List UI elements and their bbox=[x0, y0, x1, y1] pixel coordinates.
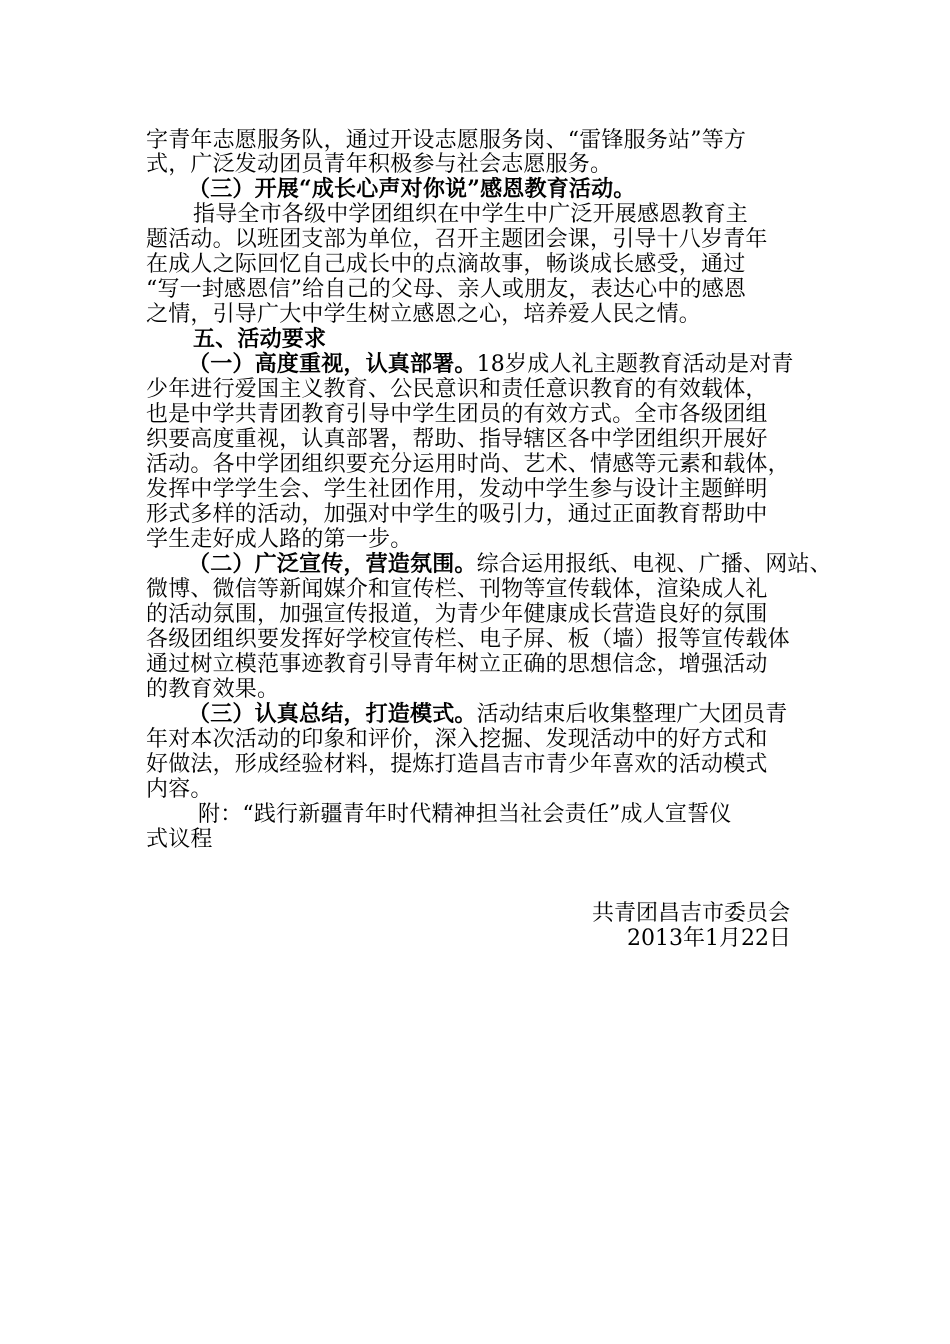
paragraph-line: 形式多样的活动，加强对中学生的吸引力，通过正面教育帮助中 bbox=[146, 502, 768, 527]
signature-date: 2013年1月22日 bbox=[627, 926, 791, 951]
subsection-heading: （一）高度重视，认真部署。 bbox=[188, 351, 477, 377]
paragraph-line: 的教育效果。 bbox=[146, 677, 280, 702]
paragraph-line: 学生走好成人路的第一步。 bbox=[146, 527, 413, 552]
paragraph-line: 各级团组织要发挥好学校宣传栏、电子屏、板（墙）报等宣传载体 bbox=[146, 627, 790, 652]
paragraph-line: 少年进行爱国主义教育、公民意识和责任意识教育的有效载体， bbox=[146, 377, 768, 402]
paragraph-line: （一）高度重视，认真部署。18岁成人礼主题教育活动是对青 bbox=[188, 351, 794, 377]
paragraph-line: （三）认真总结，打造模式。活动结束后收集整理广大团员青 bbox=[188, 701, 788, 727]
paragraph-line: 的活动氛围，加强宣传报道，为青少年健康成长营造良好的氛围 bbox=[146, 602, 768, 627]
section-heading: （三）开展“成长心声对你说”感恩教育活动。 bbox=[188, 176, 636, 202]
signature-organization: 共青团昌吉市委员会 bbox=[592, 901, 791, 926]
subsection-heading: （二）广泛宣传，营造氛围。 bbox=[188, 551, 477, 577]
paragraph-line: 指导全市各级中学团组织在中学生中广泛开展感恩教育主 bbox=[193, 202, 749, 227]
paragraph-line: 字青年志愿服务队，通过开设志愿服务岗、“雷锋服务站”等方 bbox=[146, 128, 747, 153]
paragraph-line: 式，广泛发动团员青年积极参与社会志愿服务。 bbox=[146, 152, 613, 177]
paragraph-line: “写一封感恩信”给自己的父母、亲人或朋友，表达心中的感恩 bbox=[146, 277, 747, 302]
attachment-line: 式议程 bbox=[146, 827, 213, 852]
paragraph-line: 之情，引导广大中学生树立感恩之心，培养爱人民之情。 bbox=[146, 302, 702, 327]
section-heading: 五、活动要求 bbox=[193, 326, 327, 352]
paragraph-line: 好做法，形成经验材料，提炼打造昌吉市青少年喜欢的活动模式 bbox=[146, 752, 768, 777]
paragraph-line: （二）广泛宣传，营造氛围。综合运用报纸、电视、广播、网站、 bbox=[188, 551, 832, 577]
paragraph-line: 也是中学共青团教育引导中学生团员的有效方式。全市各级团组 bbox=[146, 402, 768, 427]
paragraph-line: 活动。各中学团组织要充分运用时尚、艺术、情感等元素和载体， bbox=[146, 452, 790, 477]
paragraph-line: 发挥中学学生会、学生社团作用，发动中学生参与设计主题鲜明 bbox=[146, 477, 768, 502]
subsection-heading: （三）认真总结，打造模式。 bbox=[188, 701, 477, 727]
paragraph-line: 微博、微信等新闻媒介和宣传栏、刊物等宣传载体，渲染成人礼 bbox=[146, 577, 768, 602]
paragraph-line: 题活动。以班团支部为单位，召开主题团会课，引导十八岁青年 bbox=[146, 227, 768, 252]
paragraph-line: 年对本次活动的印象和评价，深入挖掘、发现活动中的好方式和 bbox=[146, 727, 768, 752]
paragraph-line: 织要高度重视，认真部署，帮助、指导辖区各中学团组织开展好 bbox=[146, 427, 768, 452]
attachment-line: 附：“践行新疆青年时代精神担当社会责任”成人宣誓仪 bbox=[198, 802, 732, 827]
paragraph-line: 内容。 bbox=[146, 777, 213, 802]
paragraph-line: 通过树立模范事迹教育引导青年树立正确的思想信念，增强活动 bbox=[146, 652, 768, 677]
paragraph-line: 在成人之际回忆自己成长中的点滴故事，畅谈成长感受，通过 bbox=[146, 252, 746, 277]
